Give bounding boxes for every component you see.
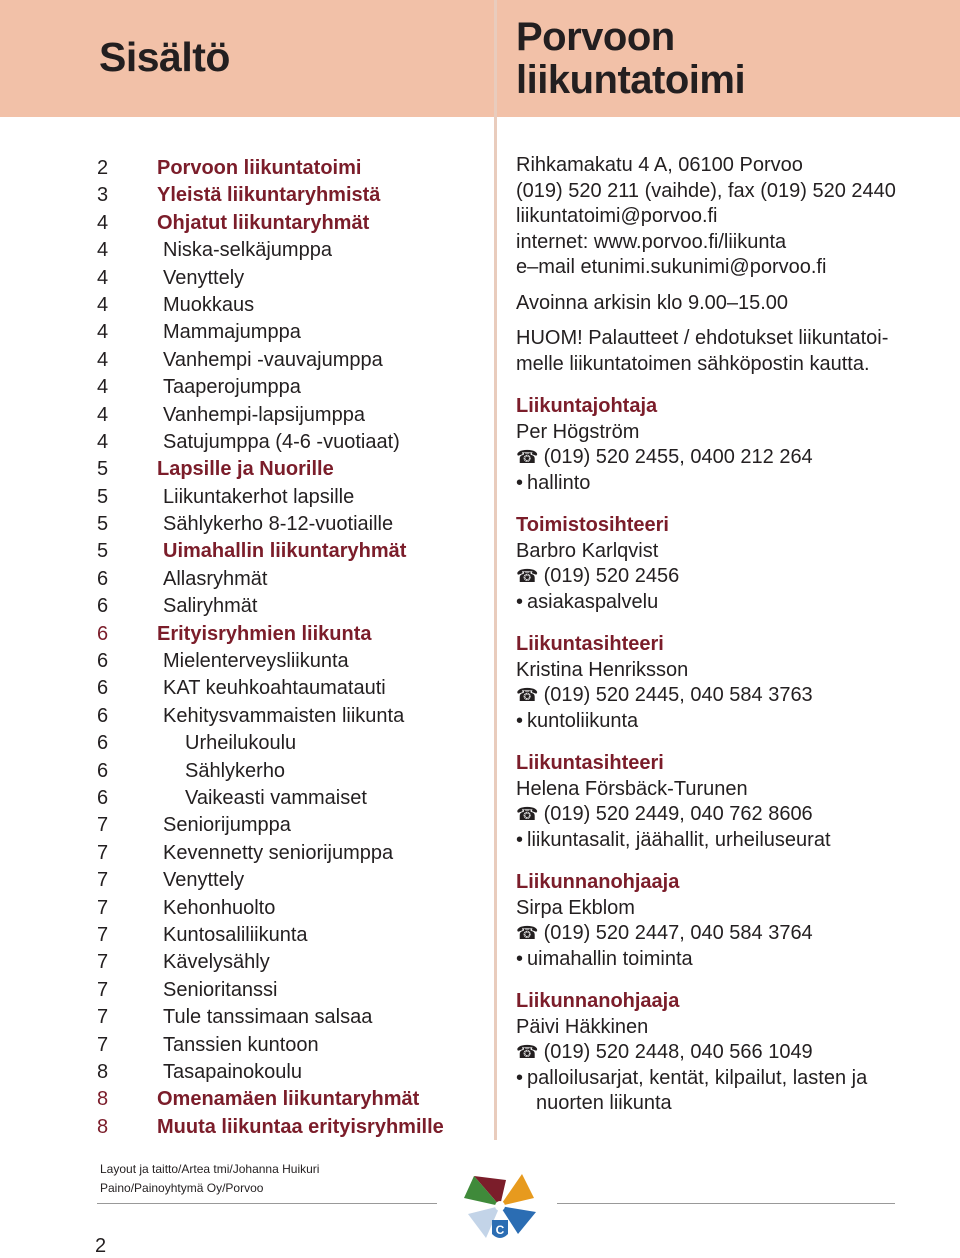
toc-page-number: 5 (97, 485, 109, 508)
toc-label: Kevennetty seniorijumppa (163, 841, 394, 864)
contact-role: Liikuntajohtaja (516, 395, 658, 417)
toc-label: Liikuntakerhot lapsille (163, 485, 355, 508)
toc-page-number: 5 (97, 513, 109, 536)
toc-entry[interactable] (97, 1059, 492, 1086)
phone-icon: ☎ (516, 685, 539, 705)
toc-entry[interactable] (97, 730, 492, 757)
bullet-icon: • (516, 1066, 524, 1089)
office-note-line1: HUOM! Palautteet / ehdotukset liikuntatoi- (516, 327, 889, 349)
contact-name: Kristina Henriksson (516, 658, 689, 681)
toc-entry[interactable] (97, 484, 492, 511)
toc-entry[interactable] (97, 812, 492, 839)
toc-page-number: 4 (97, 348, 109, 371)
contact-role: Liikunnanohjaaja (516, 871, 680, 893)
toc-label: Seniorijumppa (163, 814, 291, 837)
toc-entry[interactable] (97, 155, 492, 182)
toc-entry[interactable] (97, 703, 492, 730)
toc-label: Tasapainokoulu (163, 1060, 302, 1083)
contact-role: Liikunnanohjaaja (516, 990, 680, 1012)
toc-entry[interactable] (97, 210, 492, 237)
contact-card (516, 394, 936, 496)
toc-entry[interactable] (97, 1086, 492, 1113)
page-title: Sisältö (99, 34, 230, 80)
toc-entry[interactable] (97, 538, 492, 565)
toc-label: Lapsille ja Nuorille (157, 458, 334, 481)
contact-name: Barbro Karlqvist (516, 539, 659, 562)
contact-phone[interactable]: (019) 520 2449, 040 762 8606 (543, 803, 813, 825)
bullet-icon: • (516, 471, 524, 494)
contact-card (516, 751, 936, 853)
office-info-column (516, 153, 936, 1117)
office-note-block (516, 326, 936, 377)
column-divider (494, 0, 497, 1140)
porvoo-logo-icon (460, 1168, 540, 1248)
office-block (516, 153, 936, 281)
toc-page-number: 4 (97, 376, 109, 399)
bullet-icon: • (516, 590, 524, 613)
credits-print: Paino/Painoyhtymä Oy/Porvoo (100, 1181, 264, 1195)
contact-phone-row (516, 1040, 936, 1066)
toc-label: Kehitysvammaisten liikunta (163, 704, 405, 727)
contact-role: Liikuntasihteeri (516, 633, 664, 655)
contact-duty-row (516, 471, 936, 497)
contact-duty-row (516, 1066, 936, 1092)
bullet-icon: • (516, 828, 524, 851)
office-email[interactable]: liikuntatoimi@porvoo.fi (516, 205, 718, 227)
office-hours: Avoinna arkisin klo 9.00–15.00 (516, 291, 789, 314)
toc-entry[interactable] (97, 511, 492, 538)
toc-entry[interactable] (97, 867, 492, 894)
contact-name: Per Högström (516, 420, 640, 443)
toc-entry[interactable] (97, 374, 492, 401)
section-title-line1: Porvoon (516, 15, 675, 59)
toc-page-number: 6 (97, 759, 109, 782)
office-internet[interactable]: internet: www.porvoo.fi/liikunta (516, 230, 787, 253)
contact-card (516, 989, 936, 1117)
toc-label: KAT keuhkoahtaumatauti (163, 677, 386, 700)
toc-entry[interactable] (97, 265, 492, 292)
toc-page-number: 2 (97, 157, 109, 179)
toc-page-number: 7 (97, 951, 109, 974)
contact-duty-row (516, 709, 936, 735)
toc-entry[interactable] (97, 319, 492, 346)
phone-icon: ☎ (516, 923, 539, 943)
toc-page-number: 6 (97, 732, 109, 755)
contact-duty-continued: nuorten liikunta (536, 1092, 672, 1114)
phone-icon: ☎ (516, 566, 539, 586)
toc-label: Allasryhmät (163, 567, 268, 590)
office-note-line2: melle liikuntatoimen sähköpostin kautta. (516, 352, 870, 375)
phone-icon: ☎ (516, 804, 539, 824)
toc-label: Niska-selkäjumppa (163, 239, 332, 262)
toc-label: Urheilukoulu (185, 732, 297, 755)
toc-page-number: 7 (97, 896, 109, 919)
toc-page-number: 3 (97, 184, 109, 207)
toc-page-number: 4 (97, 239, 109, 262)
toc-page-number: 7 (97, 1006, 109, 1029)
contact-phone-row (516, 445, 936, 471)
contact-phone[interactable]: (019) 520 2456 (543, 565, 680, 587)
section-title-line2: liikuntatoimi (516, 58, 746, 102)
toc-page-number: 6 (97, 677, 109, 700)
toc-page-number: 6 (97, 595, 109, 618)
contact-phone-row (516, 683, 936, 709)
toc-label: Vanhempi -vauvajumppa (163, 348, 383, 371)
toc-label: Tanssien kuntoon (163, 1033, 319, 1056)
toc-entry[interactable] (97, 237, 492, 264)
contact-duty-row (516, 828, 936, 854)
toc-label: Omenamäen liikuntaryhmät (157, 1088, 420, 1111)
toc-page-number: 5 (97, 458, 109, 481)
office-address: Rihkamakatu 4 A, 06100 Porvoo (516, 154, 803, 176)
office-phone-fax: (019) 520 211 (vaihde), fax (019) 520 2440 (516, 179, 896, 202)
toc-page-number: 4 (97, 293, 109, 316)
toc-label: Vanhempi-lapsijumppa (163, 403, 365, 426)
footer-rule-left (97, 1203, 437, 1204)
phone-icon: ☎ (516, 447, 539, 467)
toc-label: Yleistä liikuntaryhmistä (157, 184, 381, 207)
contact-duty: hallinto (527, 471, 591, 494)
toc-entry[interactable] (97, 1032, 492, 1059)
contact-role: Liikuntasihteeri (516, 752, 664, 774)
credits-layout: Layout ja taitto/Artea tmi/Johanna Huikuri (100, 1162, 320, 1176)
toc-page-number: 4 (97, 403, 109, 426)
toc-label: Uimahallin liikuntaryhmät (163, 540, 407, 563)
contact-phone[interactable]: (019) 520 2447, 040 584 3764 (543, 922, 813, 944)
contact-phone-row (516, 921, 936, 947)
office-hours-block (516, 291, 936, 317)
toc-page-number: 6 (97, 567, 109, 590)
toc-page-number: 4 (97, 321, 109, 344)
toc-entry[interactable] (97, 977, 492, 1004)
toc-page-number: 8 (97, 1115, 109, 1138)
contact-name: Päivi Häkkinen (516, 1015, 649, 1038)
credits (100, 1160, 319, 1198)
toc-page-number: 7 (97, 923, 109, 946)
toc-entry[interactable] (97, 648, 492, 675)
toc-label: Vaikeasti vammaiset (185, 786, 367, 809)
toc-page-number: 4 (97, 211, 109, 234)
toc-label: Mielenterveysliikunta (163, 650, 349, 673)
toc-label: Sählykerho 8-12-vuotiaille (163, 513, 394, 536)
toc-entry[interactable] (97, 182, 492, 209)
svg-text:C: C (495, 1223, 505, 1237)
toc-label: Kävelysähly (163, 951, 270, 974)
toc-page-number: 6 (97, 704, 109, 727)
contact-phone[interactable]: (019) 520 2455, 0400 212 264 (543, 446, 813, 468)
toc-label: Muuta liikuntaa erityisryhmille (157, 1115, 444, 1138)
toc-entry[interactable] (97, 402, 492, 429)
bullet-icon: • (516, 947, 524, 970)
toc-entry[interactable] (97, 922, 492, 949)
toc-label: Kuntosaliliikunta (163, 923, 308, 946)
toc-entry[interactable] (97, 429, 492, 456)
toc-label: Kehonhuolto (163, 896, 276, 919)
toc-entry[interactable] (97, 785, 492, 812)
toc-entry[interactable] (97, 593, 492, 620)
toc-entry[interactable] (97, 1004, 492, 1031)
contact-duty: liikuntasalit, jäähallit, urheiluseurat (527, 828, 831, 851)
toc-label: Saliryhmät (163, 595, 258, 618)
toc-page-number: 6 (97, 786, 109, 809)
toc-entry[interactable] (97, 675, 492, 702)
toc-label: Tule tanssimaan salsaa (163, 1006, 373, 1029)
toc-page-number: 8 (97, 1060, 109, 1083)
contact-phone[interactable]: (019) 520 2445, 040 584 3763 (543, 684, 813, 706)
section-title (516, 16, 745, 102)
contact-duty: kuntoliikunta (527, 709, 639, 732)
contact-phone-row (516, 564, 936, 590)
toc-label: Taaperojumppa (163, 376, 301, 399)
toc-page-number: 7 (97, 814, 109, 837)
toc-label: Ohjatut liikuntaryhmät (157, 211, 370, 234)
header-left-band (0, 0, 494, 117)
toc-entry[interactable] (97, 895, 492, 922)
toc-label: Senioritanssi (163, 978, 278, 1001)
toc-label: Satujumppa (4-6 -vuotiaat) (163, 430, 400, 453)
contact-name: Helena Försbäck-Turunen (516, 777, 748, 800)
contact-duty-row (516, 590, 936, 616)
toc-label: Venyttely (163, 266, 245, 289)
contact-card (516, 870, 936, 972)
table-of-contents (97, 155, 492, 1141)
contact-role: Toimistosihteeri (516, 514, 669, 536)
toc-page-number: 5 (97, 540, 109, 563)
toc-label: Mammajumppa (163, 321, 301, 344)
toc-entry[interactable] (97, 566, 492, 593)
toc-page-number: 7 (97, 978, 109, 1001)
toc-label: Sählykerho (185, 759, 286, 782)
contact-card (516, 513, 936, 615)
toc-label: Porvoon liikuntatoimi (157, 157, 362, 179)
toc-page-number: 7 (97, 869, 109, 892)
toc-entry[interactable] (97, 292, 492, 319)
toc-entry[interactable] (97, 456, 492, 483)
toc-entry[interactable] (97, 949, 492, 976)
contact-duty: uimahallin toiminta (527, 947, 693, 970)
footer-rule-right (557, 1203, 895, 1204)
page-number: 2 (95, 1235, 107, 1257)
contact-duty: asiakaspalvelu (527, 590, 659, 613)
toc-label: Venyttely (163, 869, 245, 892)
toc-entry[interactable] (97, 621, 492, 648)
contact-name: Sirpa Ekblom (516, 896, 635, 919)
toc-page-number: 7 (97, 1033, 109, 1056)
toc-page-number: 8 (97, 1088, 109, 1111)
toc-entry[interactable] (97, 758, 492, 785)
toc-entry[interactable] (97, 840, 492, 867)
contact-duty: palloilusarjat, kentät, kilpailut, lasten ja (527, 1066, 868, 1089)
toc-entry[interactable] (97, 347, 492, 374)
bullet-icon: • (516, 709, 524, 732)
contact-card (516, 632, 936, 734)
contact-phone[interactable]: (019) 520 2448, 040 566 1049 (543, 1041, 813, 1063)
toc-page-number: 6 (97, 650, 109, 673)
office-email-pattern: e–mail etunimi.sukunimi@porvoo.fi (516, 256, 827, 278)
toc-label: Erityisryhmien liikunta (157, 622, 372, 645)
toc-page-number: 6 (97, 622, 109, 645)
toc-label: Muokkaus (163, 293, 255, 316)
contact-phone-row (516, 802, 936, 828)
phone-icon: ☎ (516, 1042, 539, 1062)
toc-page-number: 7 (97, 841, 109, 864)
toc-page-number: 4 (97, 266, 109, 289)
toc-page-number: 4 (97, 430, 109, 453)
contact-duty-row (516, 947, 936, 973)
contact-list (516, 394, 936, 1117)
toc-entry[interactable] (97, 1114, 492, 1141)
